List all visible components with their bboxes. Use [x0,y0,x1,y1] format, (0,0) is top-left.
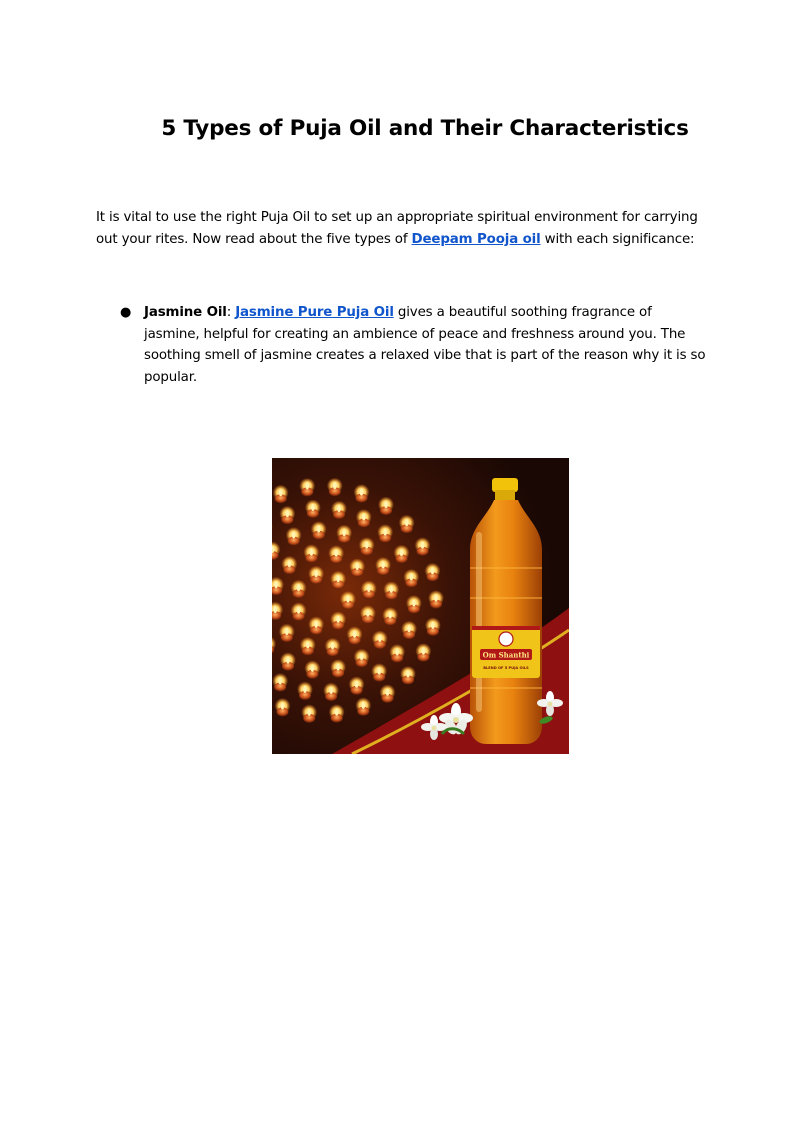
list-item [96,302,706,388]
diya-flame [355,681,359,688]
diya-flame [410,573,414,580]
diya-flame [390,586,394,593]
diya-flame [355,563,359,570]
diya-flame [303,686,307,693]
diya-flame [405,519,409,526]
jasmine-pure-puja-oil-link[interactable]: Jasmine Pure Puja Oil [235,305,394,320]
diya-flame [362,513,366,520]
diya-flame [434,595,438,602]
diya-flame [336,575,340,582]
diya-flame [314,621,318,628]
diya-flame [314,570,318,577]
diya-flame [412,599,416,606]
diya-flame [431,567,435,574]
diya-flame [310,549,314,556]
diya-flame [377,668,381,675]
diya-flame [307,709,311,716]
diya-flame [292,531,296,538]
diya-flame [422,648,426,655]
diya-flame [329,687,333,694]
diya-flame [353,631,357,638]
diya-flame [431,622,435,629]
product-image [272,458,569,754]
diya-flame [365,542,369,549]
diya-flame [381,561,385,568]
diya-flame [367,585,371,592]
diya-flame [278,677,282,684]
intro-text-end: with each significance: [540,232,695,247]
diya-flame [335,709,339,716]
diya-flame [384,501,388,508]
page-title: 5 Types of Puja Oil and Their Characteristics [161,116,689,141]
diya-flame [421,542,425,549]
deepam-pooja-oil-link[interactable]: Deepam Pooja oil [411,232,541,247]
diya-flame [407,625,411,632]
diya-flame [288,560,292,567]
diya-flame [334,550,338,557]
diya-flame [360,489,364,496]
diya-flame [285,628,289,635]
diya-flame [286,657,290,664]
diya-flame [274,581,278,588]
diya-flame [331,642,335,649]
diya-flame [366,610,370,617]
diya-flame [400,549,404,556]
bottle-product-label: BLEND OF 5 PUJA OILS [483,666,529,670]
intro-paragraph [96,207,706,251]
diya-flame [311,665,315,672]
bullet-icon: ● [120,305,132,320]
diya-flame [360,653,364,660]
diya-flame [342,529,346,536]
diya-flame [297,607,301,614]
diya-flame [386,689,390,696]
diya-flame [406,670,410,677]
diya-flame [317,526,321,533]
diya-flame [378,635,382,642]
bottle-brand-label: Om Shanthi [482,650,530,660]
diya-flame [311,504,315,511]
diya-flame [362,702,366,709]
diya-flame [273,606,277,613]
oil-name: Jasmine Oil [144,305,227,320]
oil-description: gives a beautiful soothing fragrance of jasmine, helpful for creating an ambience of peace and freshness around you. The soothing smell of jasmine creates a relaxed vibe that is part of the reason why it is so popular. [144,305,706,385]
diya-flame [336,664,340,671]
diya-flame [306,482,310,489]
intro-text: It is vital to use the right Puja Oil to set up an appropriate spiritual environment for carrying out your rites. Now read about the five types of [96,210,698,247]
diya-flame [336,616,340,623]
diya-flame [281,702,285,709]
diya-flame [306,641,310,648]
diya-flame [297,584,301,591]
oil-separator: : [226,305,236,320]
diya-flame [333,482,337,489]
diya-flame [346,595,350,602]
diya-flame [279,489,283,496]
diya-flame [388,611,392,618]
oil-list [96,302,706,388]
diya-flame [286,510,290,517]
diya-flame [383,529,387,536]
diya-flame [337,505,341,512]
diya-flame [395,648,399,655]
